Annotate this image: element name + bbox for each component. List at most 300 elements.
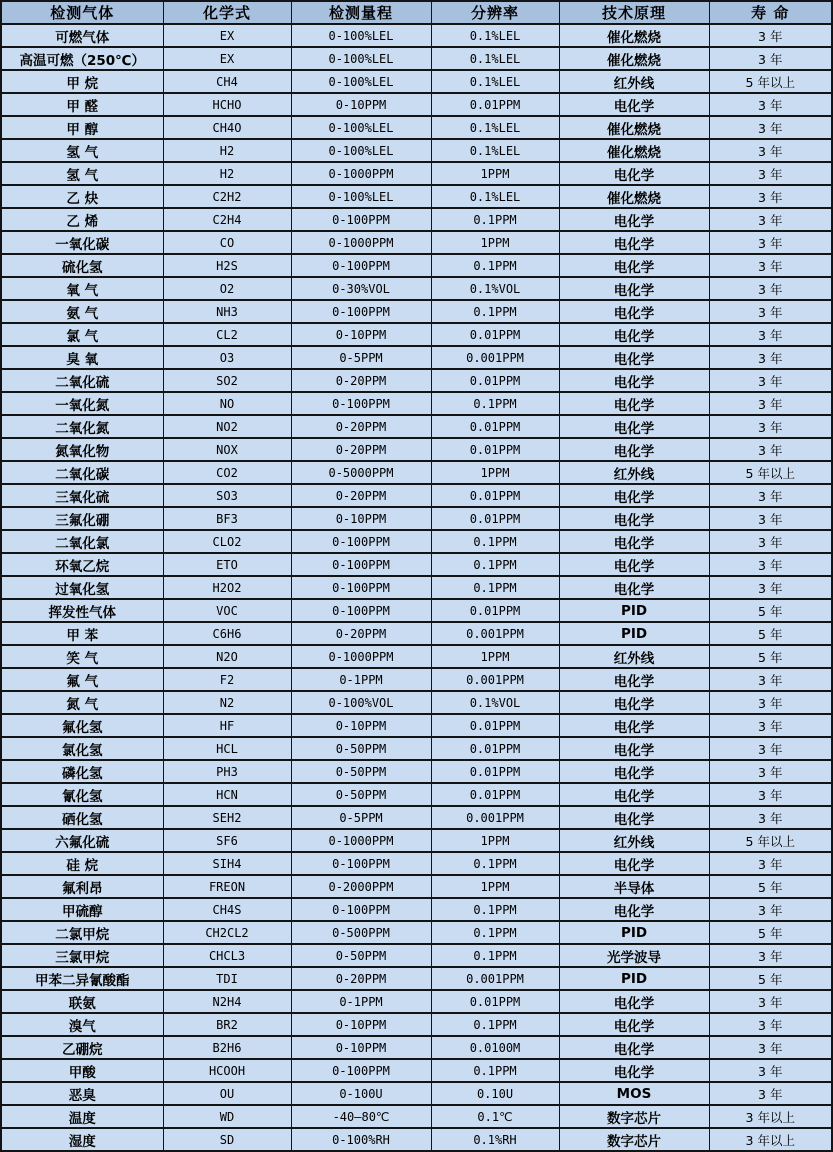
- table-row: [1, 185, 832, 208]
- table-row: [1, 829, 832, 852]
- cell: 0-100%RH: [291, 1128, 431, 1151]
- cell: O3: [163, 346, 291, 369]
- cell: 0-100%LEL: [291, 139, 431, 162]
- cell: 臭 氧: [1, 346, 163, 369]
- cell: 硫化氢: [1, 254, 163, 277]
- cell: H2S: [163, 254, 291, 277]
- cell: 电化学: [559, 277, 709, 300]
- cell: 0-1000PPM: [291, 162, 431, 185]
- cell: OU: [163, 1082, 291, 1105]
- table-row: [1, 852, 832, 875]
- cell: 电化学: [559, 208, 709, 231]
- cell: HF: [163, 714, 291, 737]
- cell: BR2: [163, 1013, 291, 1036]
- cell: 5 年: [709, 967, 832, 990]
- cell: 3 年: [709, 783, 832, 806]
- cell: PID: [559, 599, 709, 622]
- cell: B2H6: [163, 1036, 291, 1059]
- cell: 光学波导: [559, 944, 709, 967]
- table-body: [1, 24, 832, 1151]
- cell: 3 年: [709, 806, 832, 829]
- cell: 0-100%VOL: [291, 691, 431, 714]
- cell: 0-30%VOL: [291, 277, 431, 300]
- cell: 电化学: [559, 714, 709, 737]
- cell: 0.01PPM: [431, 507, 559, 530]
- cell: 0-50PPM: [291, 944, 431, 967]
- table-row: [1, 70, 832, 93]
- table-row: [1, 645, 832, 668]
- cell: 0.01PPM: [431, 93, 559, 116]
- cell: 1PPM: [431, 645, 559, 668]
- cell: 0-100PPM: [291, 392, 431, 415]
- table-row: [1, 24, 832, 47]
- table-row: [1, 898, 832, 921]
- cell: 电化学: [559, 346, 709, 369]
- cell: 0.01PPM: [431, 484, 559, 507]
- cell: SO3: [163, 484, 291, 507]
- cell: 3 年: [709, 93, 832, 116]
- cell: 环氧乙烷: [1, 553, 163, 576]
- cell: 3 年: [709, 507, 832, 530]
- cell: 0.1PPM: [431, 254, 559, 277]
- cell: 挥发性气体: [1, 599, 163, 622]
- cell: 3 年: [709, 231, 832, 254]
- cell: 催化燃烧: [559, 185, 709, 208]
- cell: 甲酸: [1, 1059, 163, 1082]
- cell: 氨 气: [1, 300, 163, 323]
- cell: 3 年: [709, 47, 832, 70]
- cell: 1PPM: [431, 829, 559, 852]
- cell: -40—80℃: [291, 1105, 431, 1128]
- cell: HCHO: [163, 93, 291, 116]
- cell: 催化燃烧: [559, 116, 709, 139]
- cell: 5 年: [709, 599, 832, 622]
- cell: 0.1PPM: [431, 576, 559, 599]
- cell: 电化学: [559, 806, 709, 829]
- cell: 电化学: [559, 254, 709, 277]
- cell: 0-100%LEL: [291, 24, 431, 47]
- cell: 0.001PPM: [431, 806, 559, 829]
- cell: ETO: [163, 553, 291, 576]
- cell: 0.001PPM: [431, 967, 559, 990]
- cell: 0-100PPM: [291, 1059, 431, 1082]
- cell: 乙 炔: [1, 185, 163, 208]
- cell: 0.1%LEL: [431, 139, 559, 162]
- cell: 0-20PPM: [291, 967, 431, 990]
- cell: PID: [559, 921, 709, 944]
- table-row: [1, 323, 832, 346]
- cell: 氟利昂: [1, 875, 163, 898]
- cell: NO: [163, 392, 291, 415]
- cell: 湿度: [1, 1128, 163, 1151]
- cell: 硒化氢: [1, 806, 163, 829]
- cell: 3 年: [709, 1013, 832, 1036]
- cell: 0.10U: [431, 1082, 559, 1105]
- cell: 0.1PPM: [431, 1013, 559, 1036]
- cell: 0.1%LEL: [431, 116, 559, 139]
- cell: 3 年: [709, 369, 832, 392]
- cell: 电化学: [559, 783, 709, 806]
- cell: N2: [163, 691, 291, 714]
- table-row: [1, 1013, 832, 1036]
- cell: 氢 气: [1, 139, 163, 162]
- table-row: [1, 553, 832, 576]
- cell: PH3: [163, 760, 291, 783]
- cell: 3 年以上: [709, 1105, 832, 1128]
- cell: HCOOH: [163, 1059, 291, 1082]
- table-row: [1, 921, 832, 944]
- cell: 氯化氢: [1, 737, 163, 760]
- cell: 3 年: [709, 116, 832, 139]
- cell: N2H4: [163, 990, 291, 1013]
- cell: 1PPM: [431, 231, 559, 254]
- table-row: [1, 438, 832, 461]
- cell: 电化学: [559, 323, 709, 346]
- cell: 电化学: [559, 1013, 709, 1036]
- cell: SD: [163, 1128, 291, 1151]
- table-row: [1, 369, 832, 392]
- cell: 0-100PPM: [291, 530, 431, 553]
- cell: SO2: [163, 369, 291, 392]
- cell: 0-100%LEL: [291, 70, 431, 93]
- cell: 5 年: [709, 645, 832, 668]
- cell: 3 年: [709, 944, 832, 967]
- cell: 0-1000PPM: [291, 645, 431, 668]
- cell: 电化学: [559, 1059, 709, 1082]
- cell: 电化学: [559, 392, 709, 415]
- table-row: [1, 415, 832, 438]
- cell: 1PPM: [431, 875, 559, 898]
- cell: 0-50PPM: [291, 783, 431, 806]
- cell: 0-1PPM: [291, 668, 431, 691]
- cell: 0-10PPM: [291, 1013, 431, 1036]
- cell: 3 年: [709, 254, 832, 277]
- cell: 0-1000PPM: [291, 231, 431, 254]
- cell: CH4S: [163, 898, 291, 921]
- cell: 3 年: [709, 668, 832, 691]
- cell: 0.01PPM: [431, 737, 559, 760]
- cell: 电化学: [559, 576, 709, 599]
- table-row: [1, 760, 832, 783]
- cell: 3 年以上: [709, 1128, 832, 1151]
- table-row: [1, 507, 832, 530]
- cell: 3 年: [709, 576, 832, 599]
- cell: 3 年: [709, 530, 832, 553]
- cell: 电化学: [559, 737, 709, 760]
- table-row: [1, 783, 832, 806]
- table-row: [1, 277, 832, 300]
- table-row: [1, 1128, 832, 1151]
- cell: 1PPM: [431, 461, 559, 484]
- cell: 0-10PPM: [291, 93, 431, 116]
- cell: 0.001PPM: [431, 622, 559, 645]
- cell: 氧 气: [1, 277, 163, 300]
- cell: 0-1PPM: [291, 990, 431, 1013]
- cell: 甲 苯: [1, 622, 163, 645]
- cell: TDI: [163, 967, 291, 990]
- table-header: [1, 1, 832, 24]
- cell: 0-100PPM: [291, 553, 431, 576]
- column-header-2: 检测量程: [291, 1, 431, 24]
- cell: CLO2: [163, 530, 291, 553]
- cell: 1PPM: [431, 162, 559, 185]
- table-row: [1, 93, 832, 116]
- cell: SIH4: [163, 852, 291, 875]
- cell: 甲硫醇: [1, 898, 163, 921]
- cell: 0-10PPM: [291, 507, 431, 530]
- cell: 硅 烷: [1, 852, 163, 875]
- table-row: [1, 1082, 832, 1105]
- cell: 一氧化碳: [1, 231, 163, 254]
- table-row: [1, 47, 832, 70]
- cell: 0-100PPM: [291, 300, 431, 323]
- cell: 3 年: [709, 484, 832, 507]
- cell: 0.0100M: [431, 1036, 559, 1059]
- cell: 红外线: [559, 829, 709, 852]
- cell: O2: [163, 277, 291, 300]
- cell: 0-5PPM: [291, 346, 431, 369]
- cell: NO2: [163, 415, 291, 438]
- cell: 联氨: [1, 990, 163, 1013]
- cell: 0.1PPM: [431, 921, 559, 944]
- cell: 0.1PPM: [431, 300, 559, 323]
- cell: 3 年: [709, 438, 832, 461]
- column-header-3: 分辨率: [431, 1, 559, 24]
- cell: 电化学: [559, 415, 709, 438]
- cell: 电化学: [559, 162, 709, 185]
- cell: 3 年: [709, 852, 832, 875]
- cell: 5 年以上: [709, 461, 832, 484]
- cell: 0.1PPM: [431, 530, 559, 553]
- cell: 0.1℃: [431, 1105, 559, 1128]
- cell: 0-20PPM: [291, 415, 431, 438]
- cell: 0.01PPM: [431, 415, 559, 438]
- table-row: [1, 691, 832, 714]
- cell: 过氧化氢: [1, 576, 163, 599]
- table-row: [1, 944, 832, 967]
- cell: 二氧化氯: [1, 530, 163, 553]
- table-row: [1, 1105, 832, 1128]
- table-row: [1, 990, 832, 1013]
- cell: C2H4: [163, 208, 291, 231]
- cell: 电化学: [559, 507, 709, 530]
- cell: 5 年: [709, 622, 832, 645]
- cell: CO: [163, 231, 291, 254]
- cell: N2O: [163, 645, 291, 668]
- cell: 3 年: [709, 1036, 832, 1059]
- cell: 3 年: [709, 208, 832, 231]
- cell: 0-10PPM: [291, 1036, 431, 1059]
- cell: 电化学: [559, 668, 709, 691]
- table-row: [1, 714, 832, 737]
- cell: 六氟化硫: [1, 829, 163, 852]
- cell: SF6: [163, 829, 291, 852]
- cell: 0.1PPM: [431, 852, 559, 875]
- cell: 数字芯片: [559, 1128, 709, 1151]
- cell: 0.1%LEL: [431, 24, 559, 47]
- cell: 电化学: [559, 898, 709, 921]
- cell: 0-2000PPM: [291, 875, 431, 898]
- cell: HCN: [163, 783, 291, 806]
- cell: 3 年: [709, 737, 832, 760]
- cell: 0-5000PPM: [291, 461, 431, 484]
- cell: 电化学: [559, 553, 709, 576]
- cell: 0-500PPM: [291, 921, 431, 944]
- table-row: [1, 599, 832, 622]
- cell: 电化学: [559, 438, 709, 461]
- header-row: [1, 1, 832, 24]
- cell: 3 年: [709, 553, 832, 576]
- cell: 催化燃烧: [559, 139, 709, 162]
- cell: 0.1PPM: [431, 208, 559, 231]
- cell: H2: [163, 139, 291, 162]
- cell: 3 年: [709, 185, 832, 208]
- cell: CL2: [163, 323, 291, 346]
- cell: 电化学: [559, 990, 709, 1013]
- cell: 0-100PPM: [291, 576, 431, 599]
- cell: 0-100%LEL: [291, 116, 431, 139]
- cell: 0-50PPM: [291, 760, 431, 783]
- table-row: [1, 806, 832, 829]
- cell: 0.1%VOL: [431, 277, 559, 300]
- cell: 二氧化碳: [1, 461, 163, 484]
- cell: 0.001PPM: [431, 346, 559, 369]
- cell: 3 年: [709, 24, 832, 47]
- cell: 0.1PPM: [431, 944, 559, 967]
- cell: 0.01PPM: [431, 783, 559, 806]
- cell: 3 年: [709, 323, 832, 346]
- cell: EX: [163, 47, 291, 70]
- cell: CO2: [163, 461, 291, 484]
- cell: 0-5PPM: [291, 806, 431, 829]
- cell: 0.1%LEL: [431, 47, 559, 70]
- cell: 高温可燃（250℃）: [1, 47, 163, 70]
- cell: 0-100U: [291, 1082, 431, 1105]
- cell: 催化燃烧: [559, 47, 709, 70]
- cell: 三氯甲烷: [1, 944, 163, 967]
- column-header-4: 技术原理: [559, 1, 709, 24]
- cell: 0-100%LEL: [291, 47, 431, 70]
- cell: 乙硼烷: [1, 1036, 163, 1059]
- cell: 半导体: [559, 875, 709, 898]
- cell: CH2CL2: [163, 921, 291, 944]
- table-row: [1, 208, 832, 231]
- cell: 催化燃烧: [559, 24, 709, 47]
- cell: 电化学: [559, 484, 709, 507]
- cell: 电化学: [559, 93, 709, 116]
- cell: 磷化氢: [1, 760, 163, 783]
- cell: 3 年: [709, 162, 832, 185]
- cell: 恶臭: [1, 1082, 163, 1105]
- cell: 0-20PPM: [291, 622, 431, 645]
- cell: 电化学: [559, 760, 709, 783]
- cell: 溴气: [1, 1013, 163, 1036]
- cell: 温度: [1, 1105, 163, 1128]
- cell: SEH2: [163, 806, 291, 829]
- cell: 甲 烷: [1, 70, 163, 93]
- cell: 0-100%LEL: [291, 185, 431, 208]
- cell: 氟化氢: [1, 714, 163, 737]
- cell: 5 年: [709, 875, 832, 898]
- cell: 电化学: [559, 300, 709, 323]
- cell: 3 年: [709, 760, 832, 783]
- cell: FREON: [163, 875, 291, 898]
- cell: NH3: [163, 300, 291, 323]
- cell: 甲苯二异氰酸酯: [1, 967, 163, 990]
- cell: 红外线: [559, 461, 709, 484]
- cell: 电化学: [559, 852, 709, 875]
- cell: 0-20PPM: [291, 484, 431, 507]
- cell: C6H6: [163, 622, 291, 645]
- table-row: [1, 392, 832, 415]
- cell: C2H2: [163, 185, 291, 208]
- cell: H2: [163, 162, 291, 185]
- cell: 3 年: [709, 990, 832, 1013]
- cell: 0.1%LEL: [431, 70, 559, 93]
- cell: 0.1PPM: [431, 553, 559, 576]
- cell: 3 年: [709, 300, 832, 323]
- cell: PID: [559, 967, 709, 990]
- cell: 数字芯片: [559, 1105, 709, 1128]
- table-row: [1, 737, 832, 760]
- cell: H2O2: [163, 576, 291, 599]
- cell: 0.01PPM: [431, 714, 559, 737]
- table-row: [1, 484, 832, 507]
- cell: CH4O: [163, 116, 291, 139]
- cell: 0.1PPM: [431, 1059, 559, 1082]
- cell: 0.1%LEL: [431, 185, 559, 208]
- cell: HCL: [163, 737, 291, 760]
- cell: 3 年: [709, 415, 832, 438]
- cell: 0-10PPM: [291, 323, 431, 346]
- cell: 5 年: [709, 921, 832, 944]
- column-header-5: 寿 命: [709, 1, 832, 24]
- cell: 0.01PPM: [431, 760, 559, 783]
- cell: EX: [163, 24, 291, 47]
- cell: 氢 气: [1, 162, 163, 185]
- cell: 0.1%RH: [431, 1128, 559, 1151]
- cell: 电化学: [559, 1036, 709, 1059]
- table-row: [1, 875, 832, 898]
- cell: 0-20PPM: [291, 369, 431, 392]
- cell: 笑 气: [1, 645, 163, 668]
- table-row: [1, 300, 832, 323]
- table-row: [1, 1059, 832, 1082]
- cell: CH4: [163, 70, 291, 93]
- table-row: [1, 1036, 832, 1059]
- cell: 0-100PPM: [291, 898, 431, 921]
- table-row: [1, 139, 832, 162]
- column-header-1: 化学式: [163, 1, 291, 24]
- cell: 5 年以上: [709, 70, 832, 93]
- table-row: [1, 668, 832, 691]
- table-row: [1, 622, 832, 645]
- cell: 0.1%VOL: [431, 691, 559, 714]
- cell: 0.01PPM: [431, 323, 559, 346]
- cell: 甲 醇: [1, 116, 163, 139]
- cell: 0-100PPM: [291, 852, 431, 875]
- cell: CHCL3: [163, 944, 291, 967]
- cell: 3 年: [709, 714, 832, 737]
- cell: 3 年: [709, 392, 832, 415]
- cell: 三氧化硫: [1, 484, 163, 507]
- cell: 0-100PPM: [291, 208, 431, 231]
- cell: 0-100PPM: [291, 599, 431, 622]
- cell: BF3: [163, 507, 291, 530]
- table-row: [1, 576, 832, 599]
- cell: F2: [163, 668, 291, 691]
- cell: 0.01PPM: [431, 599, 559, 622]
